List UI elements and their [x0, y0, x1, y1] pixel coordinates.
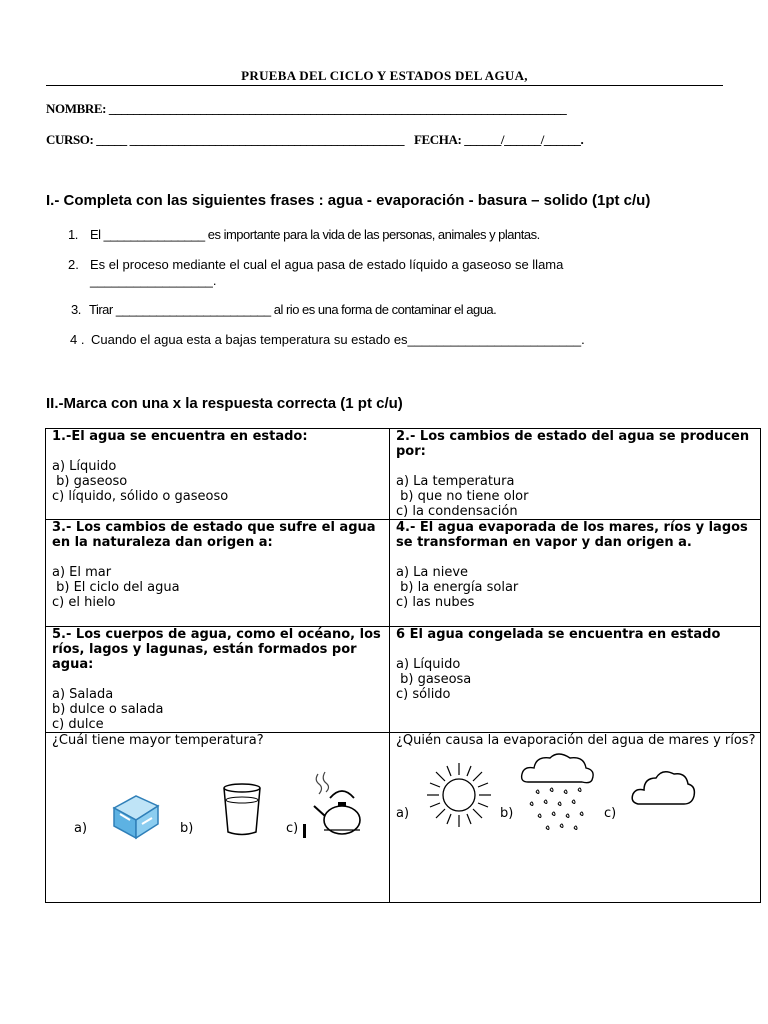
- item1-number: 1.: [68, 227, 78, 242]
- section1-heading: I.- Completa con las siguientes frases : agua - evaporación - basura – solido (1pt c/u): [46, 192, 651, 209]
- question-4: 4.- El agua evaporada de los mares, ríos y lagos se transforman en vapor y dan origen a.: [396, 520, 748, 550]
- temp-label-a[interactable]: a): [74, 821, 88, 836]
- item3-number: 3.: [71, 302, 81, 317]
- sun-icon[interactable]: [424, 760, 494, 830]
- evaporation-options: [396, 748, 760, 843]
- picture-question-2: ¿Quién causa la evaporación del agua de mares y ríos?: [396, 733, 756, 748]
- option-5b[interactable]: b) dulce o salada: [52, 702, 164, 717]
- item4-text[interactable]: Cuando el agua esta a bajas temperatura su estado es________________________.: [91, 332, 585, 347]
- question-2: 2.- Los cambios de estado del agua se producen por:: [396, 429, 750, 459]
- option-4a[interactable]: a) La nieve: [396, 565, 469, 580]
- option-5a[interactable]: a) Salada: [52, 687, 114, 702]
- question-cell-2: [390, 429, 761, 520]
- item3-text[interactable]: Tirar _______________________ al rio es una forma de contaminar el agua.: [89, 302, 497, 317]
- title-divider: [46, 85, 723, 86]
- answer-table: [45, 428, 761, 903]
- option-3b[interactable]: b) El ciclo del agua: [52, 580, 180, 595]
- question-3: 3.- Los cambios de estado que sufre el agua en la naturaleza dan origen a:: [52, 520, 376, 550]
- option-6c[interactable]: c) sólido: [396, 687, 451, 702]
- question-cell-6: [390, 627, 761, 733]
- option-2b[interactable]: b) que no tiene olor: [396, 489, 529, 504]
- item2-text[interactable]: Es el proceso mediante el cual el agua pasa de estado líquido a gaseoso se llama: [90, 257, 564, 272]
- nombre-field[interactable]: NOMBRE: ___________________________________________________________________________: [46, 101, 567, 116]
- evap-label-a[interactable]: a): [396, 806, 410, 821]
- question-cell-1: [46, 429, 390, 520]
- option-2a[interactable]: a) La temperatura: [396, 474, 515, 489]
- text-cursor: [303, 824, 306, 838]
- picture-question-cell-1: [46, 733, 390, 903]
- evap-label-c[interactable]: c): [604, 806, 617, 821]
- water-glass-icon[interactable]: [220, 782, 264, 838]
- evap-label-b[interactable]: b): [500, 806, 514, 821]
- question-6: 6 El agua congelada se encuentra en estado: [396, 627, 721, 642]
- option-1b[interactable]: b) gaseoso: [52, 474, 128, 489]
- option-2c[interactable]: c) la condensación: [396, 504, 518, 519]
- picture-question-cell-2: [390, 733, 761, 903]
- option-4c[interactable]: c) las nubes: [396, 595, 475, 610]
- ice-cube-icon[interactable]: [110, 790, 162, 840]
- rain-cloud-icon[interactable]: [518, 748, 596, 838]
- question-5: 5.- Los cuerpos de agua, como el océano, los ríos, lagos y lagunas, están formados por agua:: [52, 627, 381, 672]
- question-1: 1.-El agua se encuentra en estado:: [52, 429, 308, 444]
- option-3a[interactable]: a) El mar: [52, 565, 112, 580]
- option-3c[interactable]: c) el hielo: [52, 595, 116, 610]
- option-6b[interactable]: b) gaseosa: [396, 672, 472, 687]
- temp-label-c[interactable]: c): [286, 821, 299, 836]
- temp-label-b[interactable]: b): [180, 821, 194, 836]
- section2-heading: II.-Marca con una x la respuesta correcta (1 pt c/u): [46, 395, 403, 412]
- question-cell-3: [46, 520, 390, 627]
- question-cell-5: [46, 627, 390, 733]
- item4-number: 4 .: [70, 332, 85, 347]
- option-1a[interactable]: a) Líquido: [52, 459, 117, 474]
- page-title: PRUEBA DEL CICLO Y ESTADOS DEL AGUA,: [241, 68, 528, 83]
- item2-blank[interactable]: _________________.: [90, 273, 217, 288]
- temperature-options: [52, 748, 389, 858]
- item1-text[interactable]: El _______________ es importante para la vida de las personas, animales y plantas.: [90, 227, 540, 242]
- option-1c[interactable]: c) líquido, sólido o gaseoso: [52, 489, 229, 504]
- option-5c[interactable]: c) dulce: [52, 717, 104, 732]
- curso-field[interactable]: CURSO: _____ _____________________________________________: [46, 132, 405, 147]
- item2-number: 2.: [68, 257, 79, 272]
- picture-question-1: ¿Cuál tiene mayor temperatura?: [52, 733, 264, 748]
- fecha-field[interactable]: FECHA: ______/______/______.: [414, 132, 584, 147]
- option-4b[interactable]: b) la energía solar: [396, 580, 519, 595]
- boiling-kettle-icon[interactable]: [310, 770, 370, 840]
- cloud-icon[interactable]: [630, 766, 696, 810]
- option-6a[interactable]: a) Líquido: [396, 657, 461, 672]
- question-cell-4: [390, 520, 761, 627]
